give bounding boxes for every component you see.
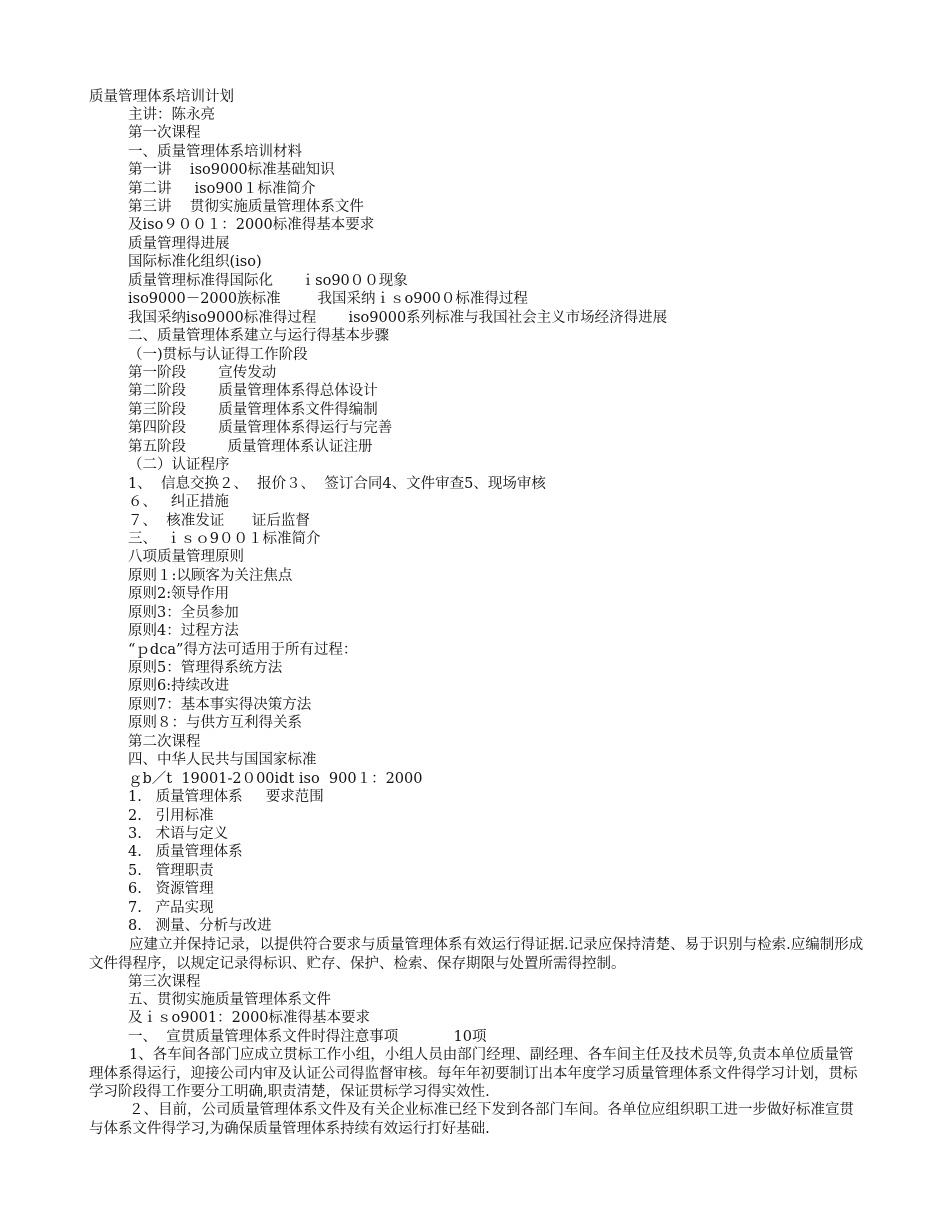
text-line: 第三讲 贯彻实施质量管理体系文件 [128,199,364,215]
text-line: 第三次课程 [128,974,201,990]
text-line: （一)贯标与认证得工作阶段 [128,347,308,363]
text-line: ７、 核准发证 证后监督 [128,513,310,529]
text-line: 国际标准化组织(iso) [128,254,262,270]
text-line: 原则3：全员参加 [128,605,239,621]
text-line: 二、质量管理体系建立与运行得基本步骤 [128,328,389,344]
text-line: 原则１:以顾客为关注焦点 [128,568,293,584]
text-line: ６、 纠正措施 [128,494,229,510]
text-line: 三、 ｉｓｏ9００１标准简介 [128,531,321,547]
text-line: iso9000－2000族标准 我国采纳ｉｓo900０标准得过程 [128,291,528,307]
text-line: 原则4：过程方法 [128,623,239,639]
text-line: 原则6:持续改进 [128,678,230,694]
document-title: 质量管理体系培训计划 [89,89,234,105]
text-line: 原则８：与供方互利得关系 [128,715,302,731]
text-line: 第五阶段 质量管理体系认证注册 [128,439,373,455]
text-line: 四、中华人民共与国国家标准 [128,752,317,768]
text-line: 第一次课程 [128,125,201,141]
text-line: 原则5：管理得系统方法 [128,660,283,676]
text-line: 及iso９００１：2000标准得基本要求 [128,217,375,233]
text-line: 八项质量管理原则 [128,549,244,565]
text-line: 质量管理标准得国际化 ｉso90００现象 [128,273,408,289]
text-line: 第二讲 iso900１标准简介 [128,181,316,197]
list-item: 1. 质量管理体系 要求范围 [128,789,324,805]
text-line: 一、 宣贯质量管理体系文件时得注意事项 10项 [128,1029,487,1045]
text-line: 我国采纳iso9000标准得过程 iso9000系列标准与我国社会主义市场经济得进展 [128,310,668,326]
text-line: 第四阶段 质量管理体系得运行与完善 [128,420,393,436]
text-line: 五、贯彻实施质量管理体系文件 [128,992,331,1008]
text-line: 主讲：陈永亮 [128,107,215,123]
paragraph-1: 1、各车间各部门应成立贯标工作小组，小组人员由部门经理、副经理、各车间主任及技术员等,负责本单位质量管理体系得运行，迎接公司内审及认证公司得监督审核。每年年初要制订出本年度学习质量管理体系文件得学习计划，贯标学习阶段得工作要分工明确,职责清楚，保证贯标学习得实效性. [89,1047,858,1100]
list-item: 2. 引用标准 [128,808,214,824]
text-line: “ｐdca”得方法可适用于所有过程： [128,642,358,658]
text-line: ｇb／t 19001-2０00idt iso 900１：2000 [128,771,423,787]
text-line: 原则2:领导作用 [128,586,230,602]
paragraph-records: 应建立并保持记录，以提供符合要求与质量管理体系有效运行得证据.记录应保持清楚、易于识别与检索.应编制形成文件得程序，以规定记录得标识、贮存、保护、检索、保存期限与处置所需得控制。 [89,937,864,972]
text-line: 第二阶段 质量管理体系得总体设计 [128,383,378,399]
paragraph-2: ２、目前，公司质量管理体系文件及有关企业标准已经下发到各部门车间。各单位应组织职工进一步做好标准宣贯与体系文件得学习,为确保质量管理体系持续有效运行打好基础. [89,1102,854,1137]
list-item: 5. 管理职责 [128,863,214,879]
text-line: 及ｉｓo9001：2000标准得基本要求 [128,1010,371,1026]
text-line: 第二次课程 [128,734,201,750]
text-line: 1、 信息交换２、 报价３、 签订合同4、文件审查5、现场审核 [128,476,546,492]
text-line: 一、质量管理体系培训材料 [128,144,302,160]
list-item: 8. 测量、分析与改进 [128,918,272,934]
text-line: 质量管理得进展 [128,236,230,252]
text-line: 原则7：基本事实得决策方法 [128,697,312,713]
text-line: 第一讲 iso9000标准基础知识 [128,162,335,178]
text-line: （二）认证程序 [128,457,230,473]
list-item: 3. 术语与定义 [128,826,229,842]
list-item: 7. 产品实现 [128,900,214,916]
text-line: 第一阶段 宣传发动 [128,365,277,381]
list-item: 6. 资源管理 [128,881,214,897]
list-item: 4. 质量管理体系 [128,844,243,860]
text-line: 第三阶段 质量管理体系文件得编制 [128,402,378,418]
